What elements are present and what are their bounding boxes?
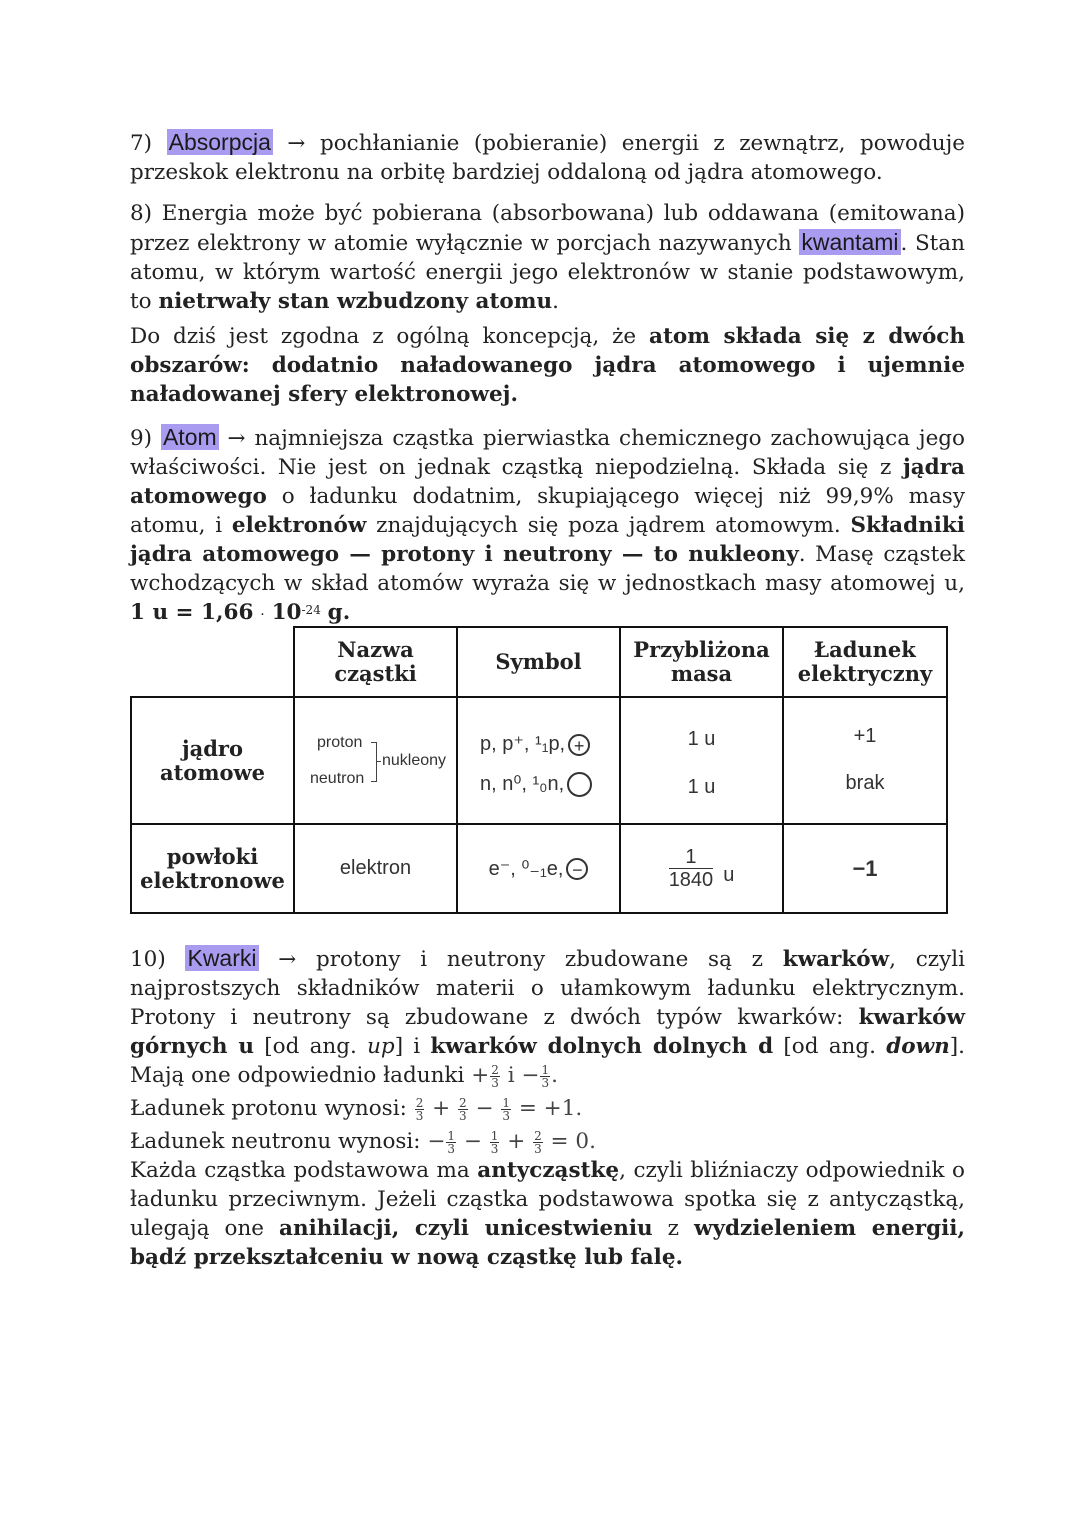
paragraph-11 [130,1156,965,1272]
bold-text: antycząstkę [477,1158,620,1183]
neutron-charge-equation: − $\frac{1}{3}$ − $\frac{1}{3}$ + $\frac{2}{3}$ = 0. [427,1128,596,1156]
header-label: Przybliżona masa [633,637,770,686]
bold-text: 1 u = 1,66 [130,600,254,625]
paragraph-text: 8) Energia może być pobierana (absorbowana) lub oddawana (emitowana) przez elektrony w atomie wyłącznie w porcjach nazywanych [130,201,965,256]
bold-text: 10 [271,600,302,625]
highlight-atom: Atom [162,424,217,450]
symbol-text: e⁻, ⁰₋₁e, [488,858,564,880]
charge-value: brak [845,772,885,794]
header-symbol [456,626,621,698]
cell-symbols [456,696,621,825]
particles-table [130,626,948,914]
bold-text: atom składa się z dwóch obszarów: dodatnio naładowanego jądra atomowego i ujemnie naładowanej sfery elektronowej [130,324,966,407]
paragraph-text: . Masę cząstek wchodzących w skład atomów wyraża się w jednostkach masy atomowej u, [130,542,965,596]
document-body [130,128,965,630]
bold-text: kwarków dolnych dolnych d [430,1034,774,1059]
highlight-absorpcja: Absorpcja [168,129,271,155]
bold-text: kwarków [782,947,890,972]
fraction: $\frac{2}{3}$ [534,1128,542,1156]
fraction-numerator: 1 [669,846,714,869]
paragraph-text: [od ang. [783,1034,876,1059]
paragraph-text: [od ang. [264,1034,357,1059]
bold-text: g. [327,600,351,625]
row-label-nucleus [130,696,295,825]
empty-circle-icon [567,772,592,797]
bold-text: anihilacji, czyli unicestwieniu [279,1216,653,1241]
row-label: jądro atomowe [160,735,265,785]
item-number: 7) [130,131,153,156]
bold-text: nietrwały stan wzbudzony atomu [158,289,553,314]
cell-charge-nucleus [782,696,948,825]
bold-text: wydzieleniem energii, bądź przekształceniu w nową cząstkę lub falę. [130,1216,965,1270]
minus-circle-icon: − [566,858,588,880]
math-sign: + [471,1063,490,1088]
charge-value: +1 [853,725,877,747]
quark-charges [471,1063,558,1088]
item-number: 10) [130,947,166,972]
cell-electron-mass [619,823,784,914]
row-label-shells [130,823,295,914]
paragraph-text: , czyli najprostszych składników materii o ułamkowym ładunku elektrycznym. Protony i neutrony są zbudowane z dwóch typów kwarków: [130,947,965,1030]
cell-electron [293,823,458,914]
fraction-numerator: 2 [491,1062,499,1077]
row-label: powłoki elektronowe [140,843,285,893]
fraction: $\frac{1}{3}$ [490,1128,499,1156]
charge-value: −1 [852,855,878,881]
paragraph-text: najmniejsza cząstka pierwiastka chemicznego zachowująca jego właściwości. Nie jest on jednak cząstką niepodzielną. Składa się z [130,426,966,480]
paragraph-text: protony i neutrony zbudowane są z [315,947,763,972]
italic-text: down [886,1034,950,1059]
mass-fraction [669,846,714,891]
cell-nucleons [293,696,458,825]
paragraph-text: ] i [394,1034,421,1059]
arrow-icon: → [287,131,306,156]
header-mass [619,626,784,698]
paragraph-text: , czyli bliźniaczy odpowiednik o ładunku przeciwnym. Jeżeli cząstka podstawowa spotka się z antycząstką, ulegają one [130,1158,966,1241]
cell-electron-symbol [456,823,621,914]
neutron-charge-line [130,1127,965,1156]
cell-mass-nucleus [619,696,784,825]
paragraph-text: Każda cząstka podstawowa ma [130,1158,470,1183]
multiplication-dot: · [260,607,265,623]
bold-text: jądra atomowego [130,455,965,509]
symbol-text: p, p⁺, ¹₁p, [480,733,566,755]
exponent: -24 [301,603,321,617]
paragraph-10 [130,944,965,1090]
fraction-denominator: 1840 [668,869,714,891]
item-number: 9) [130,426,153,451]
line-label: Ładunek protonu wynosi: [130,1096,407,1121]
period: . [551,1063,558,1088]
paragraph-text: z [667,1216,679,1241]
paragraph-text: znajdujących się poza jądrem atomowym. [376,513,841,538]
plus-circle-icon: + [568,734,590,756]
header-label: Symbol [495,649,582,674]
arrow-icon: → [227,426,246,451]
math-sign: − [521,1063,540,1088]
header-charge [782,626,948,698]
fraction: $\frac{2}{3}$ [459,1095,467,1123]
header-label: Nazwa cząstki [334,637,417,686]
nucleons-label: nukleony [382,752,447,769]
fraction: $\frac{1}{3}$ [447,1128,456,1156]
mass-value: 1 u [687,776,716,798]
fraction-numerator: 1 [541,1062,550,1077]
brace-icon [371,742,377,782]
highlight-kwarki: Kwarki [187,945,257,971]
bold-text: Składniki jądra atomowego — protony i neutrony — to nukleony [130,513,965,567]
arrow-icon: → [278,947,297,972]
proton-label: proton [317,734,363,751]
paragraph-7 [130,128,965,187]
conjunction: i [507,1063,515,1088]
neutron-label: neutron [310,770,365,787]
fraction [490,1064,500,1089]
particle-name: elektron [339,857,412,879]
symbol-text: n, n⁰, ¹₀n, [480,773,565,795]
equation-result: = 0. [550,1129,596,1154]
bold-text: kwarków górnych u [130,1005,965,1059]
neutron-symbols [480,771,592,797]
header-label: Ładunek elektryczny [797,637,933,686]
highlight-kwantami: kwantami [801,229,899,255]
brace-tick [376,761,381,762]
fraction-denominator: 3 [541,1075,550,1090]
paragraph-text: . Stan atomu, w którym wartość energii jego elektronów w stanie podstawowym, to [130,231,965,314]
proton-charge-line [130,1094,965,1123]
paragraph-text: pochłanianie (pobieranie) energii z zewnątrz, powoduje przeskok elektronu na orbitę bardziej oddaloną od jądra atomowego. [130,131,965,185]
bold-text: elektronów [231,513,367,538]
header-name [293,626,458,698]
line-label: Ładunek neutronu wynosi: [130,1129,421,1154]
fraction: $\frac{2}{3}$ [415,1095,424,1123]
paragraph-text: ]. Mają one odpowiednio ładunki [130,1034,965,1088]
paragraph-text: o ładunku dodatnim, skupiającego więcej niż 99,9% masy atomu, i [130,484,965,538]
mass-unit: u [723,864,735,886]
proton-symbols [480,731,590,756]
cell-electron-charge [782,823,948,914]
paragraph-8b [130,322,965,409]
fraction: $\frac{1}{3}$ [502,1095,510,1123]
equation-result: = +1. [518,1096,583,1121]
italic-text: up [367,1034,395,1059]
paragraph-9 [130,423,965,630]
mass-value: 1 u [687,728,716,750]
paragraph-text: Do dziś jest zgodna z ogólną koncepcją, że [130,324,637,349]
fraction [540,1064,550,1089]
document-body-2 [130,944,965,1272]
proton-charge-equation: $\frac{2}{3}$ + $\frac{2}{3}$ − $\frac{1}{3}$ = +1. [415,1095,583,1123]
fraction-denominator: 3 [491,1075,499,1090]
paragraph-text: . [552,289,559,314]
paragraph-8 [130,199,965,316]
paragraph-text: . [510,382,518,407]
